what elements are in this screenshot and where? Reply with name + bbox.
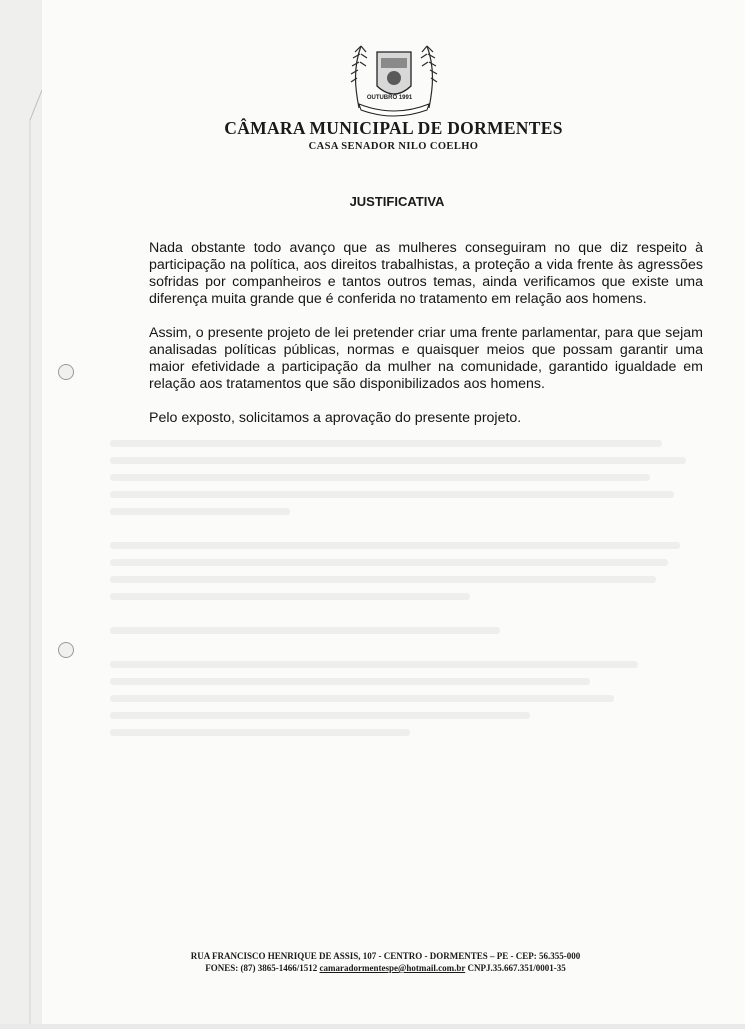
paragraph-3: Pelo exposto, solicitamos a aprovação do presente projeto. [149,410,522,426]
footer-cnpj: CNPJ.35.667.351/0001-35 [467,963,566,973]
crest-banner-month: OUTUBRO [366,95,398,101]
page-edge [0,0,42,1024]
paragraph-2: Assim, o presente projeto de lei pretender criar uma frente parlamentar, para que sejam analisadas políticas públicas, normas e quaisquer meios que possam garantir uma maior efetividade a participação da mulher na comunidade, garantido igualdade em relação aos tratamentos que são disponibilizados aos homens. [149,325,703,392]
footer-phones: FONES: (87) 3865-1466/1512 [205,963,318,973]
organization-name: CÂMARA MUNICIPAL DE DORMENTES [224,118,563,138]
document-title: JUSTIFICATIVA [349,194,445,209]
document-body [149,240,703,444]
crest-banner-year: 1991 [398,95,413,101]
paragraph-1: Nada obstante todo avanço que as mulheres conseguiram no que diz respeito à participação na política, aos direitos trabalhistas, a proteção a vida frente às agressões sofridas por companheiros e tantos outros temas, ainda verificamos que existe uma diferença muita grande que é conferida no tratamento em relação aos homens. [149,240,703,307]
footer-address: RUA FRANCISCO HENRIQUE DE ASSIS, 107 - CENTRO - DORMENTES – PE - CEP: 56.355-000 [190,951,581,961]
punch-hole-bottom [58,642,74,658]
footer-email-link[interactable]: camaradormentespe@hotmail.com.br [319,963,466,973]
municipal-crest-icon [339,38,449,118]
letterhead [42,38,745,152]
organization-subtitle: CASA SENADOR NILO COELHO [308,141,479,152]
letterhead-footer [34,950,737,974]
punch-hole-top [58,364,74,380]
footer-contacts [34,962,737,974]
bleed-through-text [110,440,710,820]
